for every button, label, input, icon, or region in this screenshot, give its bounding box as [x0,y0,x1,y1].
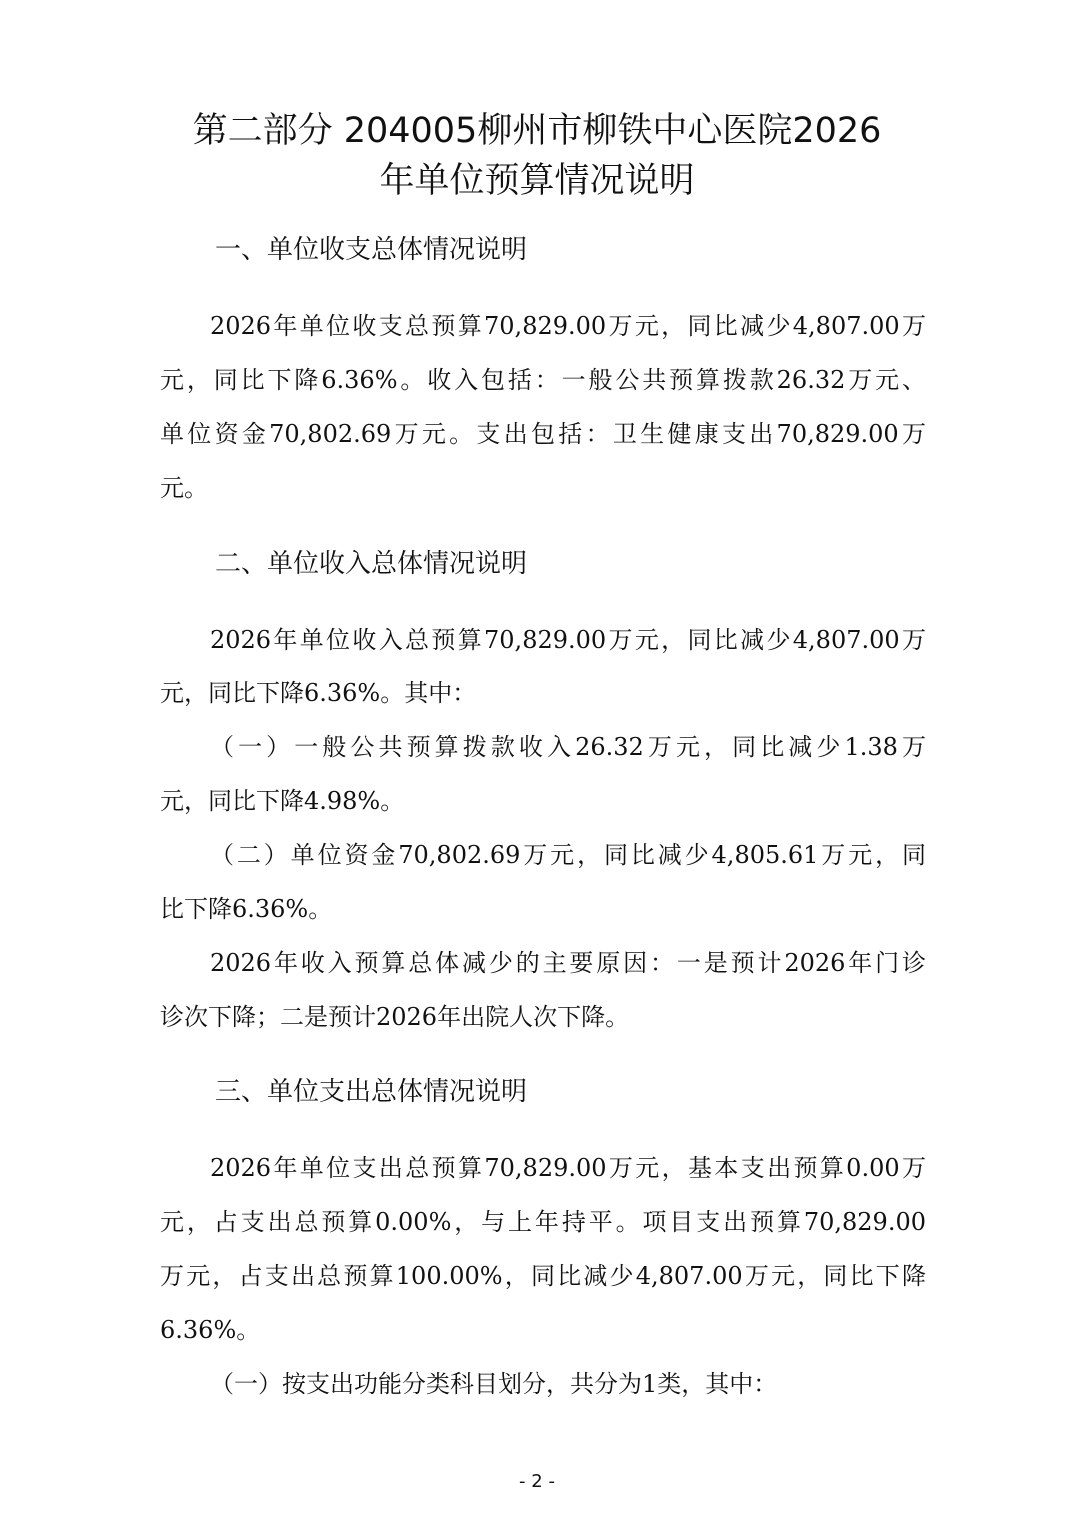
section-2-line-2: 元，同比下降6.36%。其中： [160,679,477,707]
section-2-line-1: 2026年单位收入总预算70,829.00万元，同比减少4,807.00万 [210,626,926,654]
section-2-line-7: 2026年收入预算总体减少的主要原因：一是预计2026年门诊 [210,949,926,977]
section-heading-2: 二、单位收入总体情况说明 [215,549,528,579]
section-2-line-6: 比下降6.36%。 [160,895,333,923]
page-title [100,106,974,206]
section-2-line-4: 元，同比下降4.98%。 [160,787,405,815]
section-3-line-1: 2026年单位支出总预算70,829.00万元，基本支出预算0.00万 [210,1154,926,1182]
section-1-line-3: 单位资金70,802.69万元。支出包括：卫生健康支出70,829.00万 [160,420,926,448]
section-heading-1: 一、单位收支总体情况说明 [215,235,528,265]
section-3-line-5: （一）按支出功能分类科目划分，共分为1类，其中： [210,1370,778,1398]
page-number: - 2 - [519,1471,555,1492]
section-2-line-8: 诊次下降；二是预计2026年出院人次下降。 [160,1003,630,1031]
section-3-line-4: 6.36%。 [160,1316,261,1344]
section-heading-3: 三、单位支出总体情况说明 [215,1077,528,1107]
section-2-line-5: （二）单位资金70,802.69万元，同比减少4,805.61万元，同 [210,841,926,869]
section-1-line-1: 2026年单位收支总预算70,829.00万元，同比减少4,807.00万 [210,312,926,340]
section-2-line-3: （一）一般公共预算拨款收入26.32万元，同比减少1.38万 [210,733,926,761]
section-1-line-2: 元，同比下降6.36%。收入包括：一般公共预算拨款26.32万元、 [160,366,926,394]
section-1-line-4: 元。 [160,474,208,502]
section-3-line-3: 万元，占支出总预算100.00%，同比减少4,807.00万元，同比下降 [160,1262,926,1290]
title-line-1: 第二部分 204005柳州市柳铁中心医院2026 [192,111,882,151]
section-3-line-2: 元，占支出总预算0.00%，与上年持平。项目支出预算70,829.00 [160,1208,926,1236]
title-line-2: 年单位预算情况说明 [379,161,695,201]
